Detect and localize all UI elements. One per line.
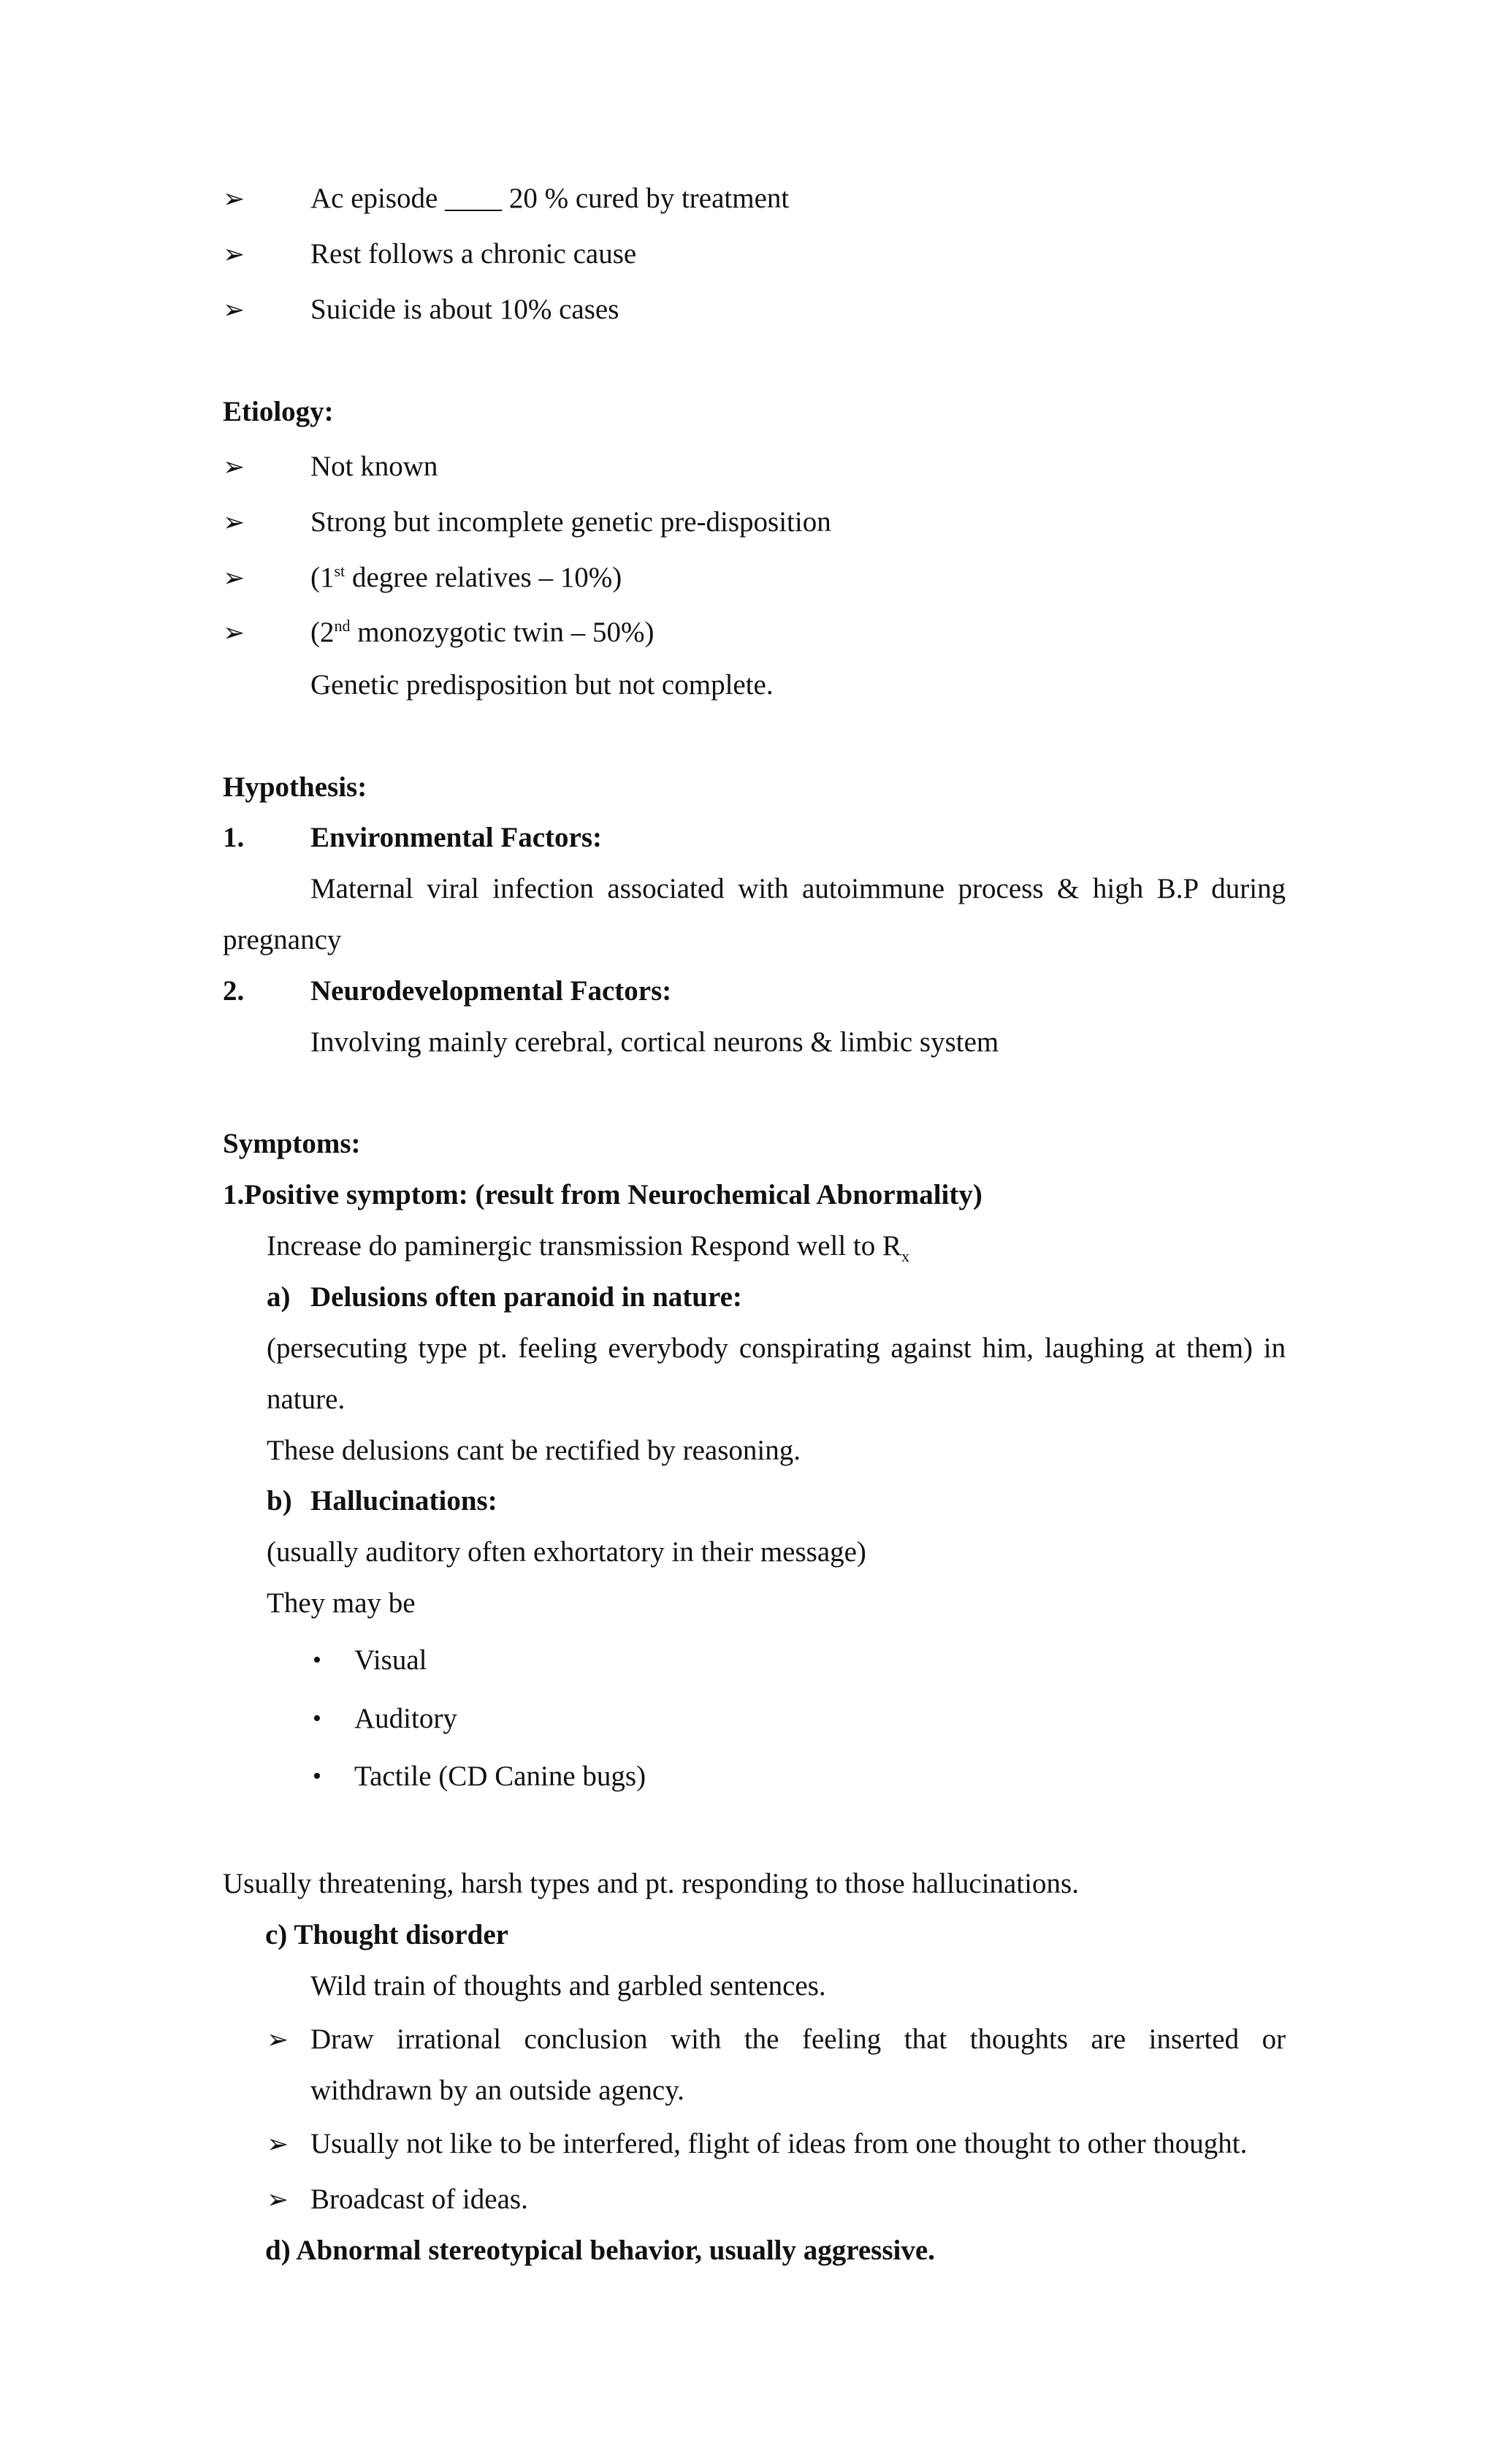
word: are [1091,2024,1126,2055]
neurodevelopmental-factors-title: Neurodevelopmental Factors: [310,975,672,1007]
word: associated [607,873,725,904]
etiology-item: Not known [310,451,438,482]
word: & [1057,873,1080,904]
word: process [958,873,1044,904]
word: viral [427,873,479,904]
hallucinations-summary: Usually threatening, harsh types and pt. responding to those hallucinations. [223,1868,1079,1899]
hallucinations-text: They may be [267,1587,416,1619]
positive-symptom-text: Increase do paminergic transmission Respond well to $R_x$ [267,1230,910,1265]
delusions-note: These delusions cant be rectified by reasoning. [267,1435,801,1466]
thought-disorder-bullet: Usually not like to be interfered, flight of ideas from one thought to other thought. [310,2128,1248,2159]
word: thoughts [969,2024,1069,2055]
thought-disorder-bullet [310,2021,1286,2059]
hallucination-type: Visual [354,1644,427,1676]
hallucination-type: Auditory [354,1703,457,1734]
arrow-bullet-icon: ➢ [223,184,245,213]
delusions-title: Delusions often paranoid in nature: [310,1281,742,1313]
word: the [744,2024,779,2055]
word: inserted [1148,2024,1240,2055]
environmental-factors-text [310,870,1286,908]
word: everybody [608,1332,729,1364]
arrow-bullet-icon: ➢ [223,563,245,592]
outcome-bullet: Suicide is about 10% cases [310,294,619,325]
word: against [890,1332,972,1364]
word: feeling [518,1332,598,1364]
thought-disorder-bullet-cont: withdrawn by an outside agency. [310,2075,684,2106]
word: or [1262,2024,1286,2055]
delusions-text [267,1330,1286,1368]
arrow-bullet-icon: ➢ [223,452,245,481]
etiology-item: (1st degree relatives – 10%) [310,562,622,593]
positive-symptom-title: 1.Positive symptom: (result from Neurochemical Abnormality) [223,1179,982,1210]
word: high [1092,873,1144,904]
word: him, [982,1332,1034,1364]
dot-bullet-icon: • [313,1763,321,1790]
word: feeling [801,2024,882,2055]
factor-number: 1. [223,822,245,853]
etiology-item: Strong but incomplete genetic pre-disposition [310,506,831,538]
delusions-text-cont: nature. [267,1384,346,1415]
word: with [738,873,789,904]
hallucination-type: Tactile (CD Canine bugs) [354,1761,646,1792]
word: pt. [478,1332,508,1364]
word: that [904,2024,947,2055]
list-label: a) [267,1281,291,1313]
word: in [1263,1332,1286,1364]
dot-bullet-icon: • [313,1705,321,1732]
symptoms-heading: Symptoms: [223,1128,361,1159]
word: (persecuting [267,1332,408,1364]
etiology-note: Genetic predisposition but not complete. [310,669,774,701]
arrow-bullet-icon: ➢ [223,295,245,324]
outcome-bullet: Ac episode ____ 20 % cured by treatment [310,183,790,214]
dot-bullet-icon: • [313,1647,321,1674]
environmental-factors-text-cont: pregnancy [223,924,342,956]
arrow-bullet-icon: ➢ [223,618,245,647]
word: during [1211,873,1286,904]
word: them) [1186,1332,1253,1364]
word: with [671,2024,722,2055]
arrow-bullet-icon: ➢ [267,2129,289,2159]
thought-disorder-title: c) Thought disorder [265,1919,508,1950]
outcome-bullet: Rest follows a chronic cause [310,238,637,270]
word: irrational [397,2024,502,2055]
word: conclusion [524,2024,648,2055]
word: at [1155,1332,1176,1364]
factor-number: 2. [223,975,245,1007]
arrow-bullet-icon: ➢ [267,2025,289,2054]
word: Maternal [310,873,413,904]
word: infection [492,873,594,904]
neurodevelopmental-factors-text: Involving mainly cerebral, cortical neurons & limbic system [310,1026,999,1058]
word: Draw [310,2024,374,2055]
arrow-bullet-icon: ➢ [223,240,245,269]
abnormal-behavior-title: d) Abnormal stereotypical behavior, usually aggressive. [265,2235,935,2266]
word: B.P [1156,873,1198,904]
thought-disorder-bullet: Broadcast of ideas. [310,2183,528,2215]
word: type [418,1332,468,1364]
etiology-item: (2nd monozygotic twin – 50%) [310,617,654,648]
word: autoimmune [802,873,945,904]
environmental-factors-title: Environmental Factors: [310,822,602,853]
hallucinations-text: (usually auditory often exhortatory in their message) [267,1536,866,1568]
hypothesis-heading: Hypothesis: [223,771,367,803]
hallucinations-title: Hallucinations: [310,1485,497,1517]
arrow-bullet-icon: ➢ [223,508,245,537]
arrow-bullet-icon: ➢ [267,2185,289,2214]
word: laughing [1044,1332,1145,1364]
etiology-heading: Etiology: [223,396,334,427]
list-label: b) [267,1485,292,1517]
word: conspirating [739,1332,880,1364]
thought-disorder-text: Wild train of thoughts and garbled sentences. [310,1970,826,2002]
